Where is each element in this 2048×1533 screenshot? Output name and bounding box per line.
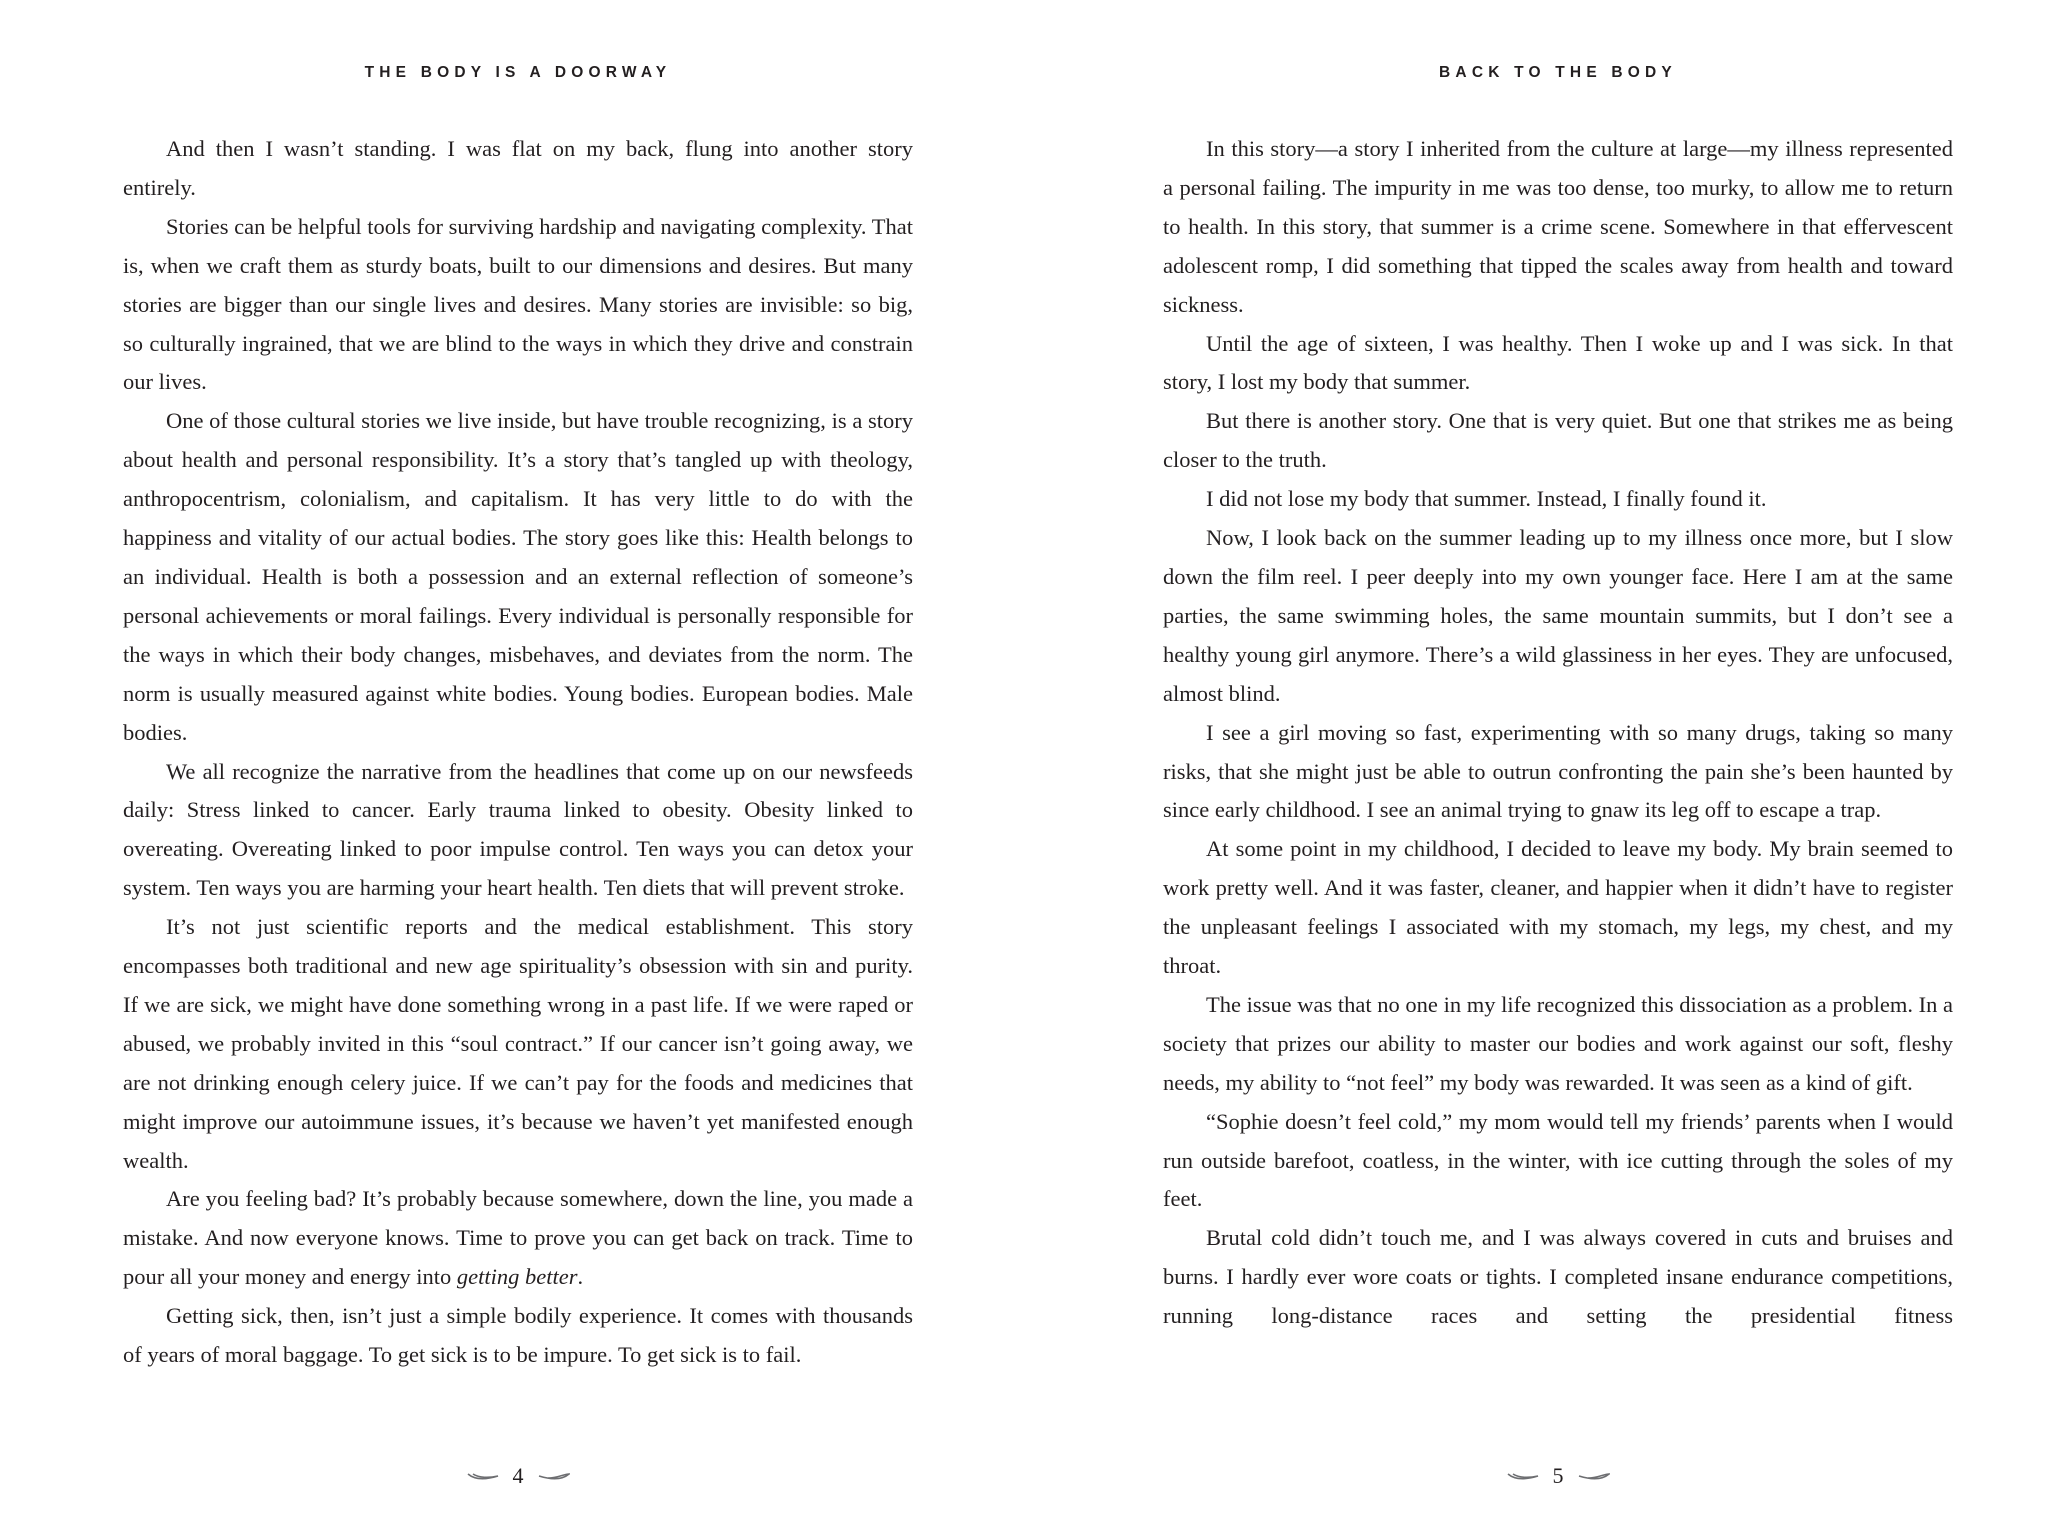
right-page xyxy=(1163,0,1953,1533)
paragraph: I see a girl moving so fast, experimenting with so many drugs, taking so many risks, that she might just be able to outrun confronting the pain she’s been haunted by since early childhood. I see an animal trying to gnaw its leg off to escape a trap. xyxy=(1163,719,1953,823)
paragraph: Stories can be helpful tools for surviving hardship and navigating complexity. That is, when we craft them as sturdy boats, built to our dimensions and desires. But many stories are bigger than our single lives and desires. Many stories are invisible: so big, so culturally ingrained, that we are blind to the ways in which they drive and constrain our lives. xyxy=(123,213,913,395)
paragraph: “Sophie doesn’t feel cold,” my mom would tell my friends’ parents when I would run outside barefoot, coatless, in the winter, with ice cutting through the soles of my feet. xyxy=(1163,1108,1953,1212)
swash-ornament-icon xyxy=(467,1470,499,1482)
page-number: 5 xyxy=(1552,1463,1564,1488)
page-number-right xyxy=(1163,1463,1953,1489)
swash-ornament-icon xyxy=(1578,1470,1610,1482)
paragraph: Getting sick, then, isn’t just a simple bodily experience. It comes with thousands of years of moral baggage. To get sick is to be impure. To get sick is to fail. xyxy=(123,1303,913,1368)
paragraph: One of those cultural stories we live inside, but have trouble recognizing, is a story about health and personal responsibility. It’s a story that’s tangled up with theology, anthropocentrism, colonialism, and capitalism. It has very little to do with the happiness and vitality of our actual bodies. The story goes like this: Health belongs to an individual. Health is both a possession and an external reflection of someone’s personal achievements or moral failings. Every individual is personally responsible for the ways in which their body changes, misbehaves, and deviates from the norm. The norm is usually measured against white bodies. Young bodies. European bodies. Male bodies. xyxy=(123,408,913,745)
page-number: 4 xyxy=(512,1463,524,1488)
paragraph: But there is another story. One that is very quiet. But one that strikes me as being closer to the truth. xyxy=(1163,408,1953,473)
swash-ornament-icon xyxy=(1507,1470,1539,1482)
paragraph: I did not lose my body that summer. Instead, I finally found it. xyxy=(1206,486,1767,512)
paragraph: Until the age of sixteen, I was healthy. Then I woke up and I was sick. In that story, I lost my body that summer. xyxy=(1163,330,1953,395)
paragraph: At some point in my childhood, I decided to leave my body. My brain seemed to work pretty well. And it was faster, cleaner, and happier when it didn’t have to register the unpleasant feelings I associated with my stomach, my legs, my chest, and my throat. xyxy=(1163,836,1953,979)
running-head-left: THE BODY IS A DOORWAY xyxy=(364,64,672,81)
paragraph: It’s not just scientific reports and the medical establishment. This story encompasses both traditional and new age spirituality’s obsession with sin and purity. If we are sick, we might have done something wrong in a past life. If we were raped or abused, we probably invited in this “soul contract.” If our cancer isn’t going away, we are not drinking enough celery juice. If we can’t pay for the foods and medicines that might improve our autoimmune issues, it’s because we haven’t yet manifested enough wealth. xyxy=(123,914,913,1173)
italic-phrase: getting better xyxy=(456,1264,578,1290)
running-head-right: BACK TO THE BODY xyxy=(1439,64,1677,81)
italic-after: . xyxy=(577,1264,584,1290)
paragraph: Brutal cold didn’t touch me, and I was always covered in cuts and bruises and burns. I hardly ever wore coats or tights. I completed insane endurance competitions, running long-distance races and setting the presidential fitness xyxy=(1163,1225,1953,1329)
left-page-body xyxy=(123,130,913,1375)
swash-ornament-icon xyxy=(538,1470,570,1482)
left-page xyxy=(123,0,913,1533)
paragraph: The issue was that no one in my life recognized this dissociation as a problem. In a society that prizes our ability to master our bodies and work against our soft, fleshy needs, my ability to “not feel” my body was rewarded. It was seen as a kind of gift. xyxy=(1163,991,1953,1095)
paragraph: We all recognize the narrative from the headlines that come up on our newsfeeds daily: Stress linked to cancer. Early trauma linked to obesity. Obesity linked to overeating. Overeating linked to poor impulse control. Ten ways you can detox your system. Ten ways you are harming your heart health. Ten diets that will prevent stroke. xyxy=(123,758,913,901)
page-number-left xyxy=(123,1463,913,1489)
paragraph: In this story—a story I inherited from the culture at large—my illness represented a personal failing. The impurity in me was too dense, too murky, to allow me to return to health. In this story, that summer is a crime scene. Somewhere in that effervescent adolescent romp, I did something that tipped the scales away from health and toward sickness. xyxy=(1163,136,1953,317)
paragraph-text: Are you feeling bad? It’s probably because somewhere, down the line, you made a mistake. And now everyone knows. Time to prove you can get back on track. Time to pour all your money and energy into xyxy=(123,1186,913,1290)
paragraph-with-italic xyxy=(123,1180,913,1297)
paragraph: Now, I look back on the summer leading up to my illness once more, but I slow down the film reel. I peer deeply into my own younger face. Here I am at the same parties, the same swimming holes, the same mountain summits, but I don’t see a healthy young girl anymore. There’s a wild glassiness in her eyes. They are unfocused, almost blind. xyxy=(1163,525,1953,706)
paragraph: And then I wasn’t standing. I was flat on my back, flung into another story entirely. xyxy=(123,136,913,200)
right-page-body xyxy=(1163,130,1953,1336)
